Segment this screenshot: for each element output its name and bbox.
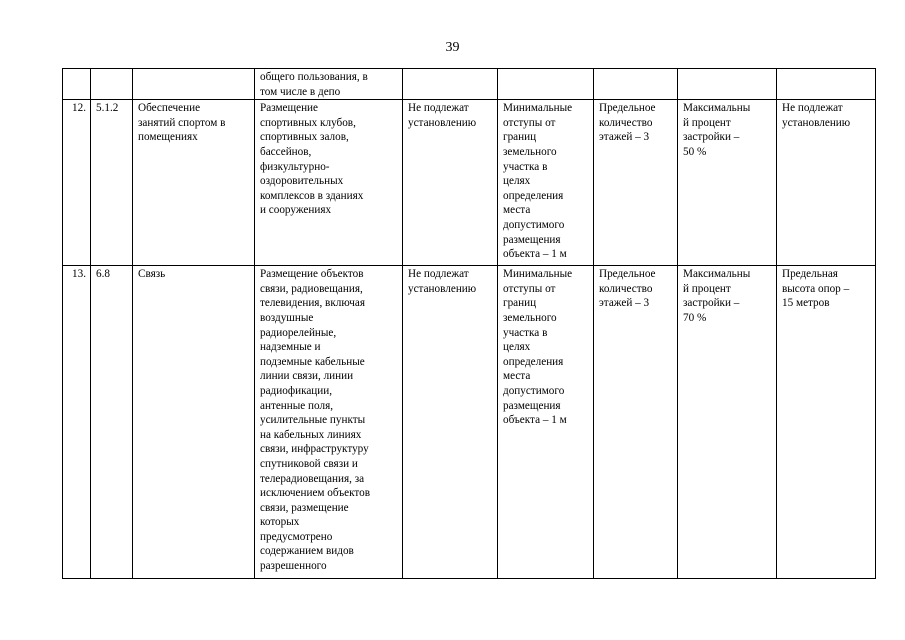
table-row — [63, 69, 876, 100]
table-row — [63, 266, 876, 579]
use-name-cell: Связь — [133, 266, 255, 579]
floors-cell — [594, 69, 678, 100]
use-description-cell: Размещение объектов связи, радиовещания, телевидения, включая воздушные радиорелейные, надземные и подземные кабельные линии связи, линии радиофикации, антенные поля, усилительные пункты на кабельных линиях связи, инфраструктуру спутниковой связи и телерадиовещания, за исключением объектов связи, размещение которых предусмотрено содержанием видов разрешенного — [255, 266, 403, 579]
other-limits-cell — [777, 69, 876, 100]
plot-size-cell — [403, 69, 498, 100]
setback-cell — [498, 69, 594, 100]
coverage-cell: Максимальны й процент застройки – 70 % — [678, 266, 777, 579]
use-name-cell — [133, 69, 255, 100]
row-number-cell: 12. — [63, 100, 91, 266]
plot-size-cell: Не подлежат установлению — [403, 100, 498, 266]
floors-cell: Предельное количество этажей – 3 — [594, 266, 678, 579]
row-number-cell — [63, 69, 91, 100]
land-use-table — [62, 68, 876, 579]
use-code-cell: 6.8 — [91, 266, 133, 579]
setback-cell: Минимальные отступы от границ земельного участка в целях определения места допустимого размещения объекта – 1 м — [498, 100, 594, 266]
other-limits-cell: Предельная высота опор – 15 метров — [777, 266, 876, 579]
use-code-cell: 5.1.2 — [91, 100, 133, 266]
use-name-cell: Обеспечение занятий спортом в помещениях — [133, 100, 255, 266]
floors-cell: Предельное количество этажей – 3 — [594, 100, 678, 266]
setback-cell: Минимальные отступы от границ земельного участка в целях определения места допустимого размещения объекта – 1 м — [498, 266, 594, 579]
use-description-cell: общего пользования, в том числе в депо — [255, 69, 403, 100]
page-number: 39 — [445, 40, 460, 55]
other-limits-cell: Не подлежат установлению — [777, 100, 876, 266]
coverage-cell — [678, 69, 777, 100]
plot-size-cell: Не подлежат установлению — [403, 266, 498, 579]
row-number-cell: 13. — [63, 266, 91, 579]
coverage-cell: Максимальны й процент застройки – 50 % — [678, 100, 777, 266]
use-code-cell — [91, 69, 133, 100]
table-row — [63, 100, 876, 266]
use-description-cell: Размещение спортивных клубов, спортивных залов, бассейнов, физкультурно- оздоровительных комплексов в зданиях и сооружениях — [255, 100, 403, 266]
